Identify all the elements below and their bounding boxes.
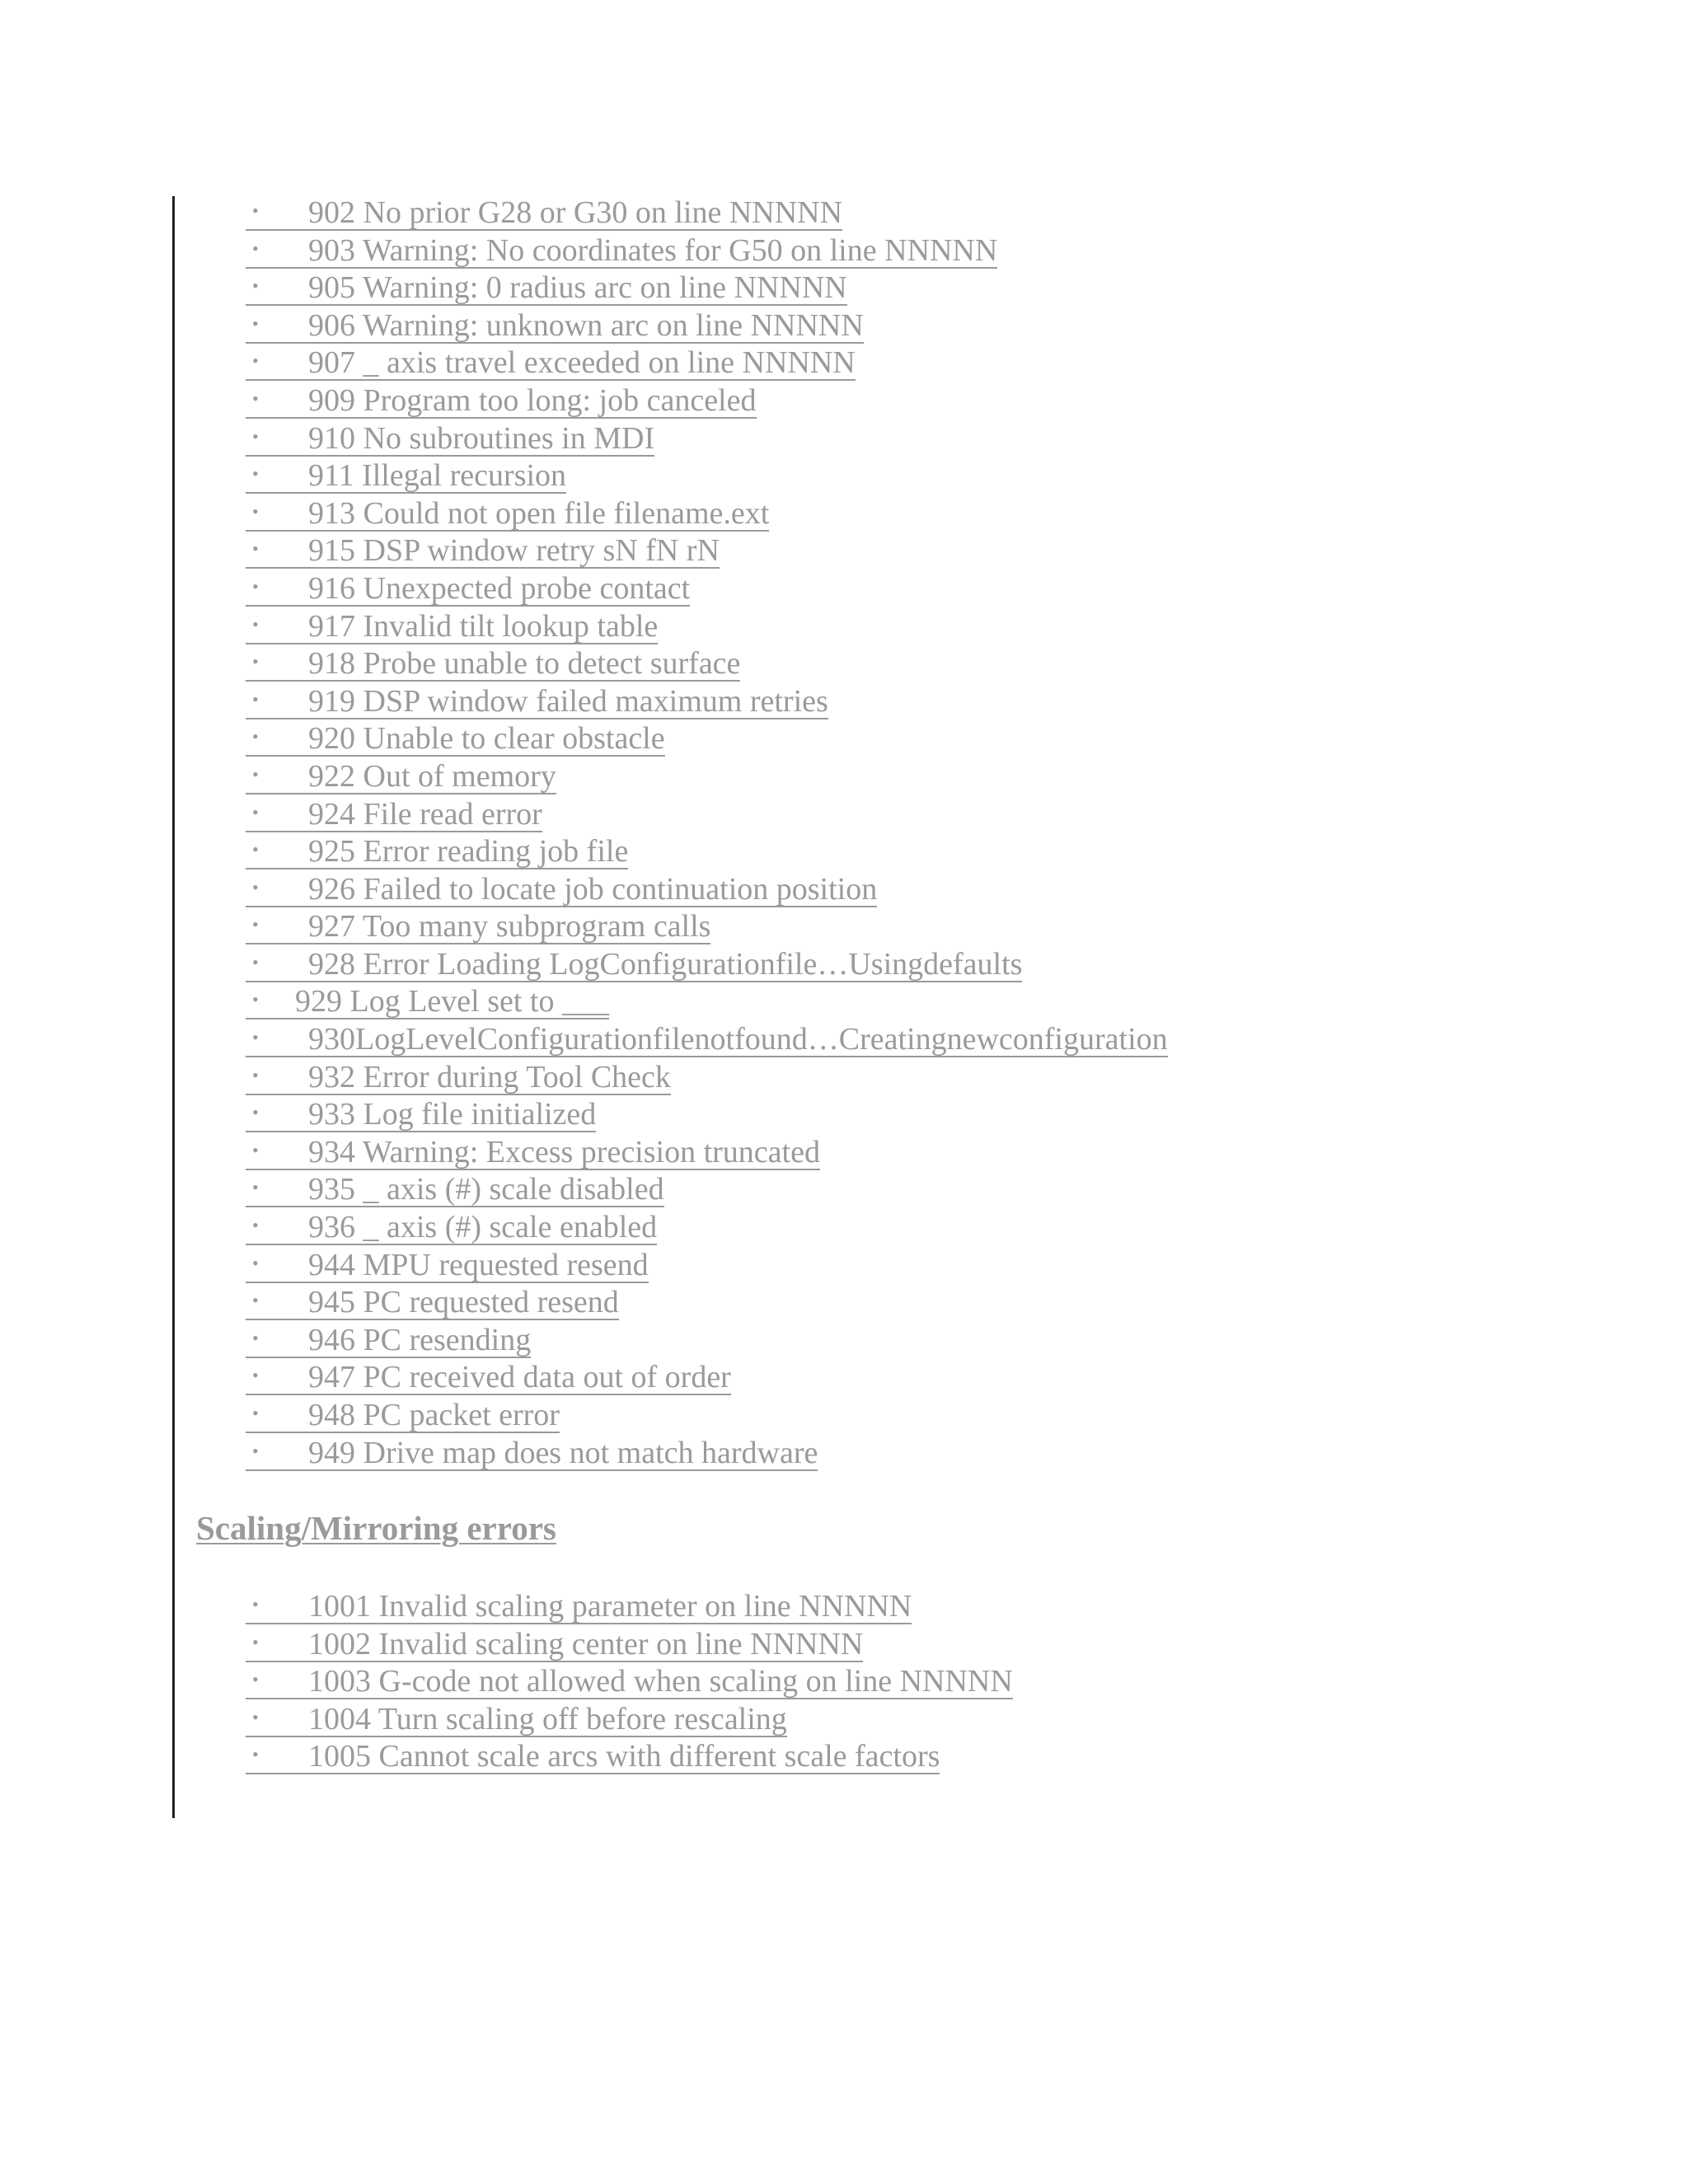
error-link[interactable]: 928 Error Loading LogConfigurationfile…Usingdefaults bbox=[246, 948, 1022, 982]
error-link[interactable]: 905 Warning: 0 radius arc on line NNNNN bbox=[246, 271, 847, 306]
list-item bbox=[246, 796, 1168, 834]
bullet-icon: • bbox=[252, 200, 259, 221]
bullet-icon: • bbox=[252, 1744, 259, 1765]
error-link[interactable]: 918 Probe unable to detect surface bbox=[246, 647, 740, 682]
bullet-icon: • bbox=[252, 1139, 259, 1160]
bullet-icon: • bbox=[252, 1706, 259, 1727]
error-link[interactable]: 925 Error reading job file bbox=[246, 835, 628, 869]
error-link[interactable]: 936 _ axis (#) scale enabled bbox=[246, 1211, 657, 1245]
error-link[interactable]: 946 PC resending bbox=[246, 1324, 531, 1358]
list-item bbox=[246, 307, 1168, 345]
error-link[interactable]: 1003 G-code not allowed when scaling on line NNNNN bbox=[246, 1665, 1013, 1699]
bullet-icon: • bbox=[252, 801, 259, 823]
list-item bbox=[246, 946, 1168, 984]
bullet-icon: • bbox=[252, 951, 259, 972]
error-link[interactable]: 932 Error during Tool Check bbox=[246, 1061, 671, 1095]
error-link[interactable]: 933 Log file initialized bbox=[246, 1098, 596, 1132]
bullet-icon: • bbox=[252, 237, 259, 259]
bullet-icon: • bbox=[252, 688, 259, 710]
list-item bbox=[246, 532, 1168, 570]
bullet-icon: • bbox=[252, 312, 259, 334]
error-link[interactable]: 911 Illegal recursion bbox=[246, 459, 566, 494]
list-item bbox=[246, 1021, 1168, 1059]
error-link[interactable]: 913 Could not open file filename.ext bbox=[246, 497, 769, 532]
list-item bbox=[246, 1059, 1168, 1097]
bullet-icon: • bbox=[252, 839, 259, 860]
bullet-icon: • bbox=[252, 1290, 259, 1311]
bullet-icon: • bbox=[252, 387, 259, 409]
bullet-icon: • bbox=[252, 350, 259, 372]
list-item bbox=[246, 1588, 1013, 1626]
list-item bbox=[246, 1247, 1168, 1285]
list-item bbox=[246, 1359, 1168, 1397]
error-link[interactable]: 909 Program too long: job canceled bbox=[246, 384, 757, 419]
list-item bbox=[246, 1171, 1168, 1209]
error-link[interactable]: 1002 Invalid scaling center on line NNNNN bbox=[246, 1628, 863, 1662]
bullet-icon: • bbox=[252, 538, 259, 560]
section-heading: Scaling/Mirroring errors bbox=[196, 1509, 556, 1547]
list-item bbox=[246, 382, 1168, 420]
list-item bbox=[246, 1134, 1168, 1172]
bullet-icon: • bbox=[252, 763, 259, 785]
bullet-icon: • bbox=[252, 1327, 259, 1348]
bullet-icon: • bbox=[252, 1365, 259, 1386]
error-link[interactable]: 930LogLevelConfigurationfilenotfound…Creatingnewconfiguration bbox=[246, 1023, 1168, 1057]
list-item bbox=[246, 1322, 1168, 1360]
list-item bbox=[246, 833, 1168, 871]
bullet-icon: • bbox=[252, 1177, 259, 1198]
error-link[interactable]: 1001 Invalid scaling parameter on line NNNNN bbox=[246, 1590, 912, 1624]
error-list-scaling bbox=[246, 1588, 1013, 1776]
error-link[interactable]: 920 Unable to clear obstacle bbox=[246, 722, 665, 757]
list-item bbox=[246, 269, 1168, 307]
error-link[interactable]: 922 Out of memory bbox=[246, 760, 556, 794]
bullet-icon: • bbox=[252, 1403, 259, 1423]
list-item bbox=[246, 232, 1168, 270]
error-link[interactable]: 926 Failed to locate job continuation position bbox=[246, 873, 877, 907]
list-item bbox=[246, 1096, 1168, 1134]
list-item bbox=[246, 495, 1168, 533]
error-link[interactable]: 1004 Turn scaling off before rescaling bbox=[246, 1703, 787, 1737]
list-item bbox=[246, 683, 1168, 721]
change-bar bbox=[172, 196, 175, 1818]
error-link[interactable]: 929 Log Level set to ___ bbox=[246, 985, 609, 1019]
list-item bbox=[246, 420, 1168, 458]
error-link[interactable]: 948 PC packet error bbox=[246, 1399, 560, 1433]
bullet-icon: • bbox=[252, 876, 259, 898]
error-link[interactable]: 927 Too many subprogram calls bbox=[246, 910, 710, 944]
bullet-icon: • bbox=[252, 1252, 259, 1273]
bullet-icon: • bbox=[252, 989, 259, 1010]
list-item bbox=[246, 720, 1168, 758]
list-item bbox=[246, 1626, 1013, 1664]
bullet-icon: • bbox=[252, 275, 259, 297]
error-link[interactable]: 906 Warning: unknown arc on line NNNNN bbox=[246, 309, 864, 344]
error-link[interactable]: 903 Warning: No coordinates for G50 on line NNNNN bbox=[246, 234, 997, 269]
error-link[interactable]: 949 Drive map does not match hardware bbox=[246, 1436, 818, 1471]
bullet-icon: • bbox=[252, 1669, 259, 1690]
list-item bbox=[246, 1663, 1013, 1701]
error-link[interactable]: 907 _ axis travel exceeded on line NNNNN bbox=[246, 346, 856, 381]
list-item bbox=[246, 1397, 1168, 1435]
bullet-icon: • bbox=[252, 425, 259, 447]
error-link[interactable]: 919 DSP window failed maximum retries bbox=[246, 685, 828, 719]
list-item bbox=[246, 908, 1168, 946]
list-item bbox=[246, 570, 1168, 608]
list-item bbox=[246, 344, 1168, 382]
error-list-900 bbox=[246, 194, 1168, 1472]
bullet-icon: • bbox=[252, 914, 259, 935]
error-link[interactable]: 924 File read error bbox=[246, 798, 542, 832]
error-link[interactable]: 915 DSP window retry sN fN rN bbox=[246, 534, 720, 569]
bullet-icon: • bbox=[252, 463, 259, 485]
error-link[interactable]: 934 Warning: Excess precision truncated bbox=[246, 1136, 820, 1170]
list-item bbox=[246, 758, 1168, 796]
bullet-icon: • bbox=[252, 1631, 259, 1652]
error-link[interactable]: 910 No subroutines in MDI bbox=[246, 422, 654, 457]
list-item bbox=[246, 871, 1168, 909]
bullet-icon: • bbox=[252, 1027, 259, 1048]
error-link[interactable]: 947 PC received data out of order bbox=[246, 1361, 731, 1395]
error-link[interactable]: 902 No prior G28 or G30 on line NNNNN bbox=[246, 196, 842, 231]
bullet-icon: • bbox=[252, 651, 259, 673]
bullet-icon: • bbox=[252, 1440, 259, 1461]
bullet-icon: • bbox=[252, 500, 259, 522]
list-item bbox=[246, 983, 1168, 1021]
error-link[interactable]: 916 Unexpected probe contact bbox=[246, 572, 690, 607]
bullet-icon: • bbox=[252, 613, 259, 635]
list-item bbox=[246, 608, 1168, 646]
bullet-icon: • bbox=[252, 575, 259, 597]
bullet-icon: • bbox=[252, 1215, 259, 1236]
list-item bbox=[246, 1701, 1013, 1739]
list-item bbox=[246, 1738, 1013, 1776]
list-item bbox=[246, 194, 1168, 232]
bullet-icon: • bbox=[252, 1102, 259, 1123]
list-item bbox=[246, 1209, 1168, 1247]
list-item bbox=[246, 645, 1168, 683]
error-link[interactable]: 1005 Cannot scale arcs with different scale factors bbox=[246, 1740, 940, 1774]
list-item bbox=[246, 1284, 1168, 1322]
bullet-icon: • bbox=[252, 1594, 259, 1615]
bullet-icon: • bbox=[252, 726, 259, 748]
error-link[interactable]: 945 PC requested resend bbox=[246, 1286, 619, 1320]
bullet-icon: • bbox=[252, 1064, 259, 1085]
error-link[interactable]: 935 _ axis (#) scale disabled bbox=[246, 1173, 664, 1207]
list-item bbox=[246, 1435, 1168, 1473]
list-item bbox=[246, 457, 1168, 495]
error-link[interactable]: 917 Invalid tilt lookup table bbox=[246, 610, 658, 644]
error-link[interactable]: 944 MPU requested resend bbox=[246, 1249, 649, 1283]
